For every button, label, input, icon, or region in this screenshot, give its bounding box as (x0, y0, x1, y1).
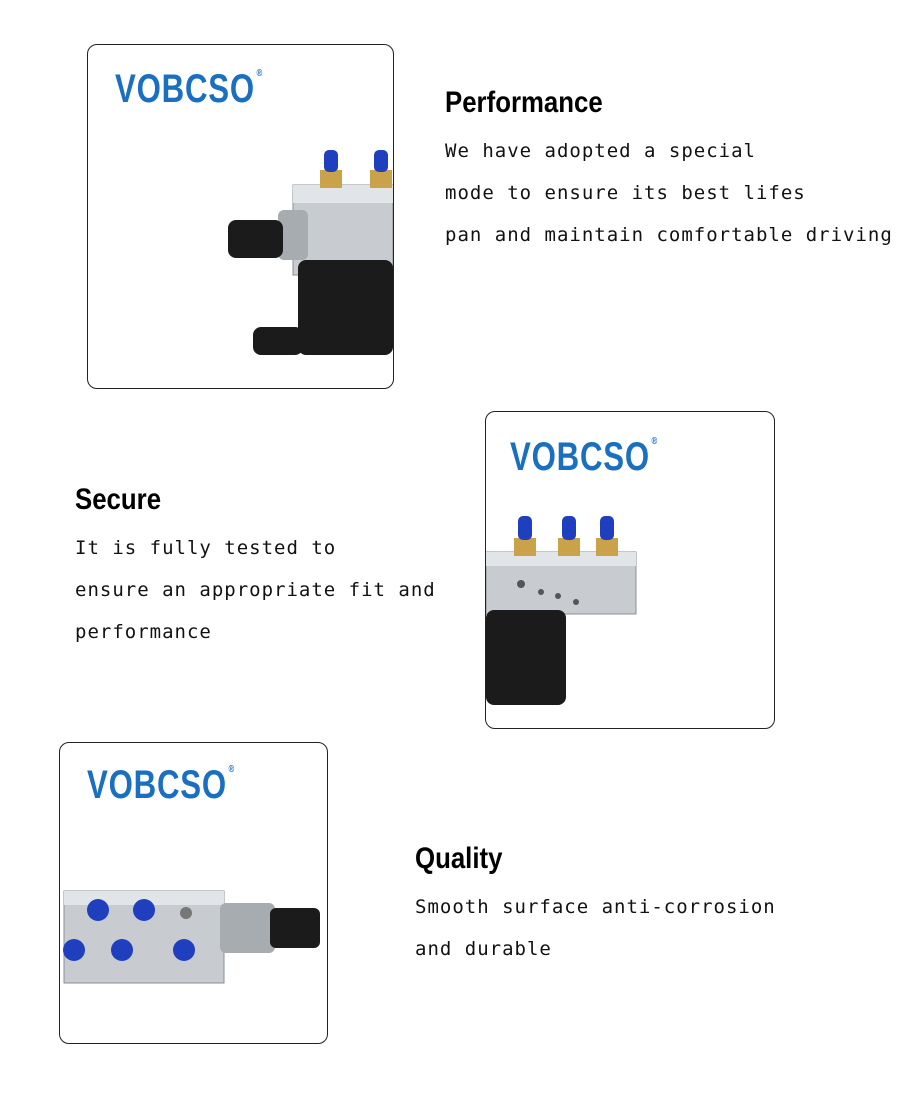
product-card-1 (87, 44, 394, 389)
brand-logo: VOBCSO ® (87, 763, 235, 807)
valve-block-image (88, 45, 393, 388)
section-text-line: ensure an appropriate fit and (75, 579, 436, 601)
section-heading-quality: Quality (415, 842, 503, 875)
product-card-2 (485, 411, 775, 729)
section-text-line: performance (75, 621, 212, 643)
valve-block-image (60, 743, 327, 1043)
section-heading-secure: Secure (75, 483, 162, 516)
valve-block-image (486, 412, 774, 728)
section-heading-performance: Performance (445, 86, 603, 119)
brand-logo: VOBCSO ® (115, 67, 263, 111)
section-text-line: It is fully tested to (75, 537, 337, 559)
product-card-3 (59, 742, 328, 1044)
section-text-line: and durable (415, 938, 552, 960)
section-text-line: mode to ensure its best lifes (445, 182, 806, 204)
section-text-line: We have adopted a special (445, 140, 756, 162)
brand-logo: VOBCSO ® (510, 435, 658, 479)
section-text-line: Smooth surface anti-corrosion (415, 896, 776, 918)
section-text-line: pan and maintain comfortable driving (445, 224, 893, 246)
